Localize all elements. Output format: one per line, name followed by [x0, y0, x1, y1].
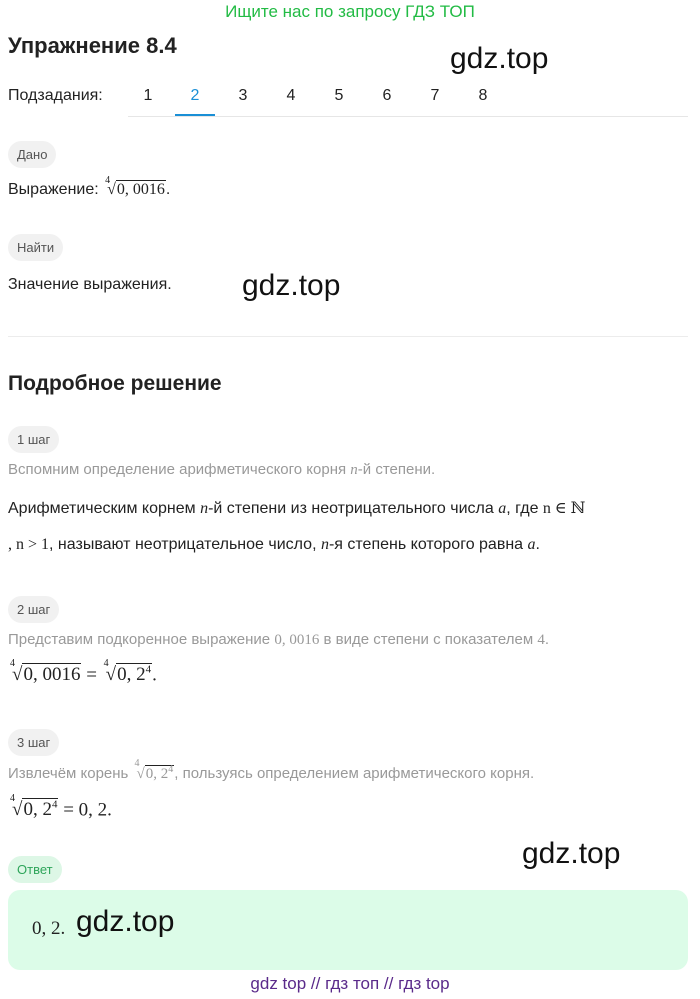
- hint-text: Представим подкоренное выражение: [8, 631, 271, 648]
- tab-5[interactable]: 5: [334, 87, 344, 104]
- step-1-pill: 1 шаг: [8, 426, 59, 453]
- exponent: 4: [145, 664, 152, 676]
- solution-title: Подробное решение: [8, 372, 222, 395]
- def-text: .: [535, 536, 540, 553]
- tab-7[interactable]: 7: [430, 87, 440, 104]
- radical: 4 √0, $2^4$: [10, 793, 58, 821]
- watermark: gdz.top: [522, 837, 621, 870]
- hint-num: 0, 0016: [274, 632, 320, 648]
- tab-6[interactable]: 6: [382, 87, 392, 104]
- subtask-tabs: [128, 76, 688, 117]
- given-pill: Дано: [8, 141, 56, 168]
- def-var: n: [200, 500, 209, 517]
- find-text: Значение выражения.: [8, 276, 172, 293]
- step-3-pill: 3 шаг: [8, 729, 59, 756]
- given-expression: [8, 175, 171, 199]
- step-3-hint: [8, 758, 535, 783]
- radical: 4 √0, 0016: [105, 175, 165, 198]
- equals-sign: =: [86, 664, 97, 686]
- step-2-pill: 2 шаг: [8, 596, 59, 623]
- def-text: , где: [506, 500, 539, 517]
- def-var: a: [527, 536, 536, 553]
- tab-2[interactable]: 2: [175, 76, 215, 116]
- def-var: n: [320, 536, 329, 553]
- tab-4[interactable]: 4: [286, 87, 296, 104]
- eq-end: .: [152, 664, 157, 686]
- tab-8[interactable]: 8: [478, 87, 488, 104]
- radicand: [116, 663, 152, 685]
- def-text: -й степени из неотрицательного числа: [208, 500, 494, 517]
- hint-text: .: [544, 631, 549, 648]
- radical: 4 √0, $2^4$: [103, 658, 152, 686]
- exponent: 4: [51, 799, 58, 811]
- page-title: Упражнение 8.4: [8, 33, 177, 58]
- radicand: 0, 0016: [23, 664, 81, 686]
- watermark: gdz.top: [76, 905, 175, 938]
- radical: 4 √0, $2^4$: [134, 758, 174, 782]
- radical: 4 √0, 0016: [10, 658, 81, 686]
- hint-text: в виде степени с показателем: [323, 631, 534, 648]
- def-cond: n ∈ ℕ: [542, 500, 586, 517]
- subtasks-label: Подзадания:: [8, 87, 103, 104]
- watermark: gdz.top: [450, 42, 549, 75]
- radicand: [22, 798, 58, 820]
- exponent: 4: [168, 764, 174, 775]
- hint-var: n: [350, 462, 358, 478]
- hint-text: , пользуясь определением арифметического корня.: [174, 765, 535, 782]
- step-2-hint: [8, 631, 549, 649]
- answer-value: 0, 2.: [32, 918, 66, 939]
- eq-result: = 0, 2.: [63, 799, 112, 821]
- radical-index: 4: [10, 658, 15, 670]
- answer-pill: Ответ: [8, 856, 62, 883]
- base: 0, 2: [117, 664, 146, 686]
- footer-links[interactable]: gdz top // гдз топ // гдз top: [250, 974, 450, 993]
- hint-text: Вспомним определение арифметического корня: [8, 461, 347, 478]
- def-text: Арифметическим корнем: [8, 500, 196, 517]
- step-1-definition-line2: [8, 536, 540, 554]
- radicand: 0, 0016: [116, 181, 165, 198]
- given-end: .: [165, 181, 171, 198]
- base: 0, 2: [145, 766, 169, 782]
- hint-text: -й степени.: [357, 461, 436, 478]
- hint-exp: 4: [537, 632, 545, 648]
- step-2-equation: [8, 658, 157, 686]
- find-pill: Найти: [8, 234, 63, 261]
- top-banner: Ищите нас по запросу ГДЗ ТОП: [225, 2, 475, 21]
- step-3-equation: [8, 793, 112, 821]
- tab-1[interactable]: 1: [143, 87, 153, 104]
- radical-index: 4: [103, 658, 109, 669]
- radicand: [145, 765, 175, 782]
- step-1-definition-line1: [8, 498, 693, 518]
- def-text: , называют неотрицательное число,: [49, 536, 317, 553]
- hint-text: Извлечём корень: [8, 765, 129, 782]
- divider: [8, 336, 688, 337]
- base: 0, 2: [23, 799, 52, 821]
- watermark: gdz.top: [242, 269, 341, 302]
- tab-3[interactable]: 3: [238, 87, 248, 104]
- def-text: -я степень которого равна: [328, 536, 524, 553]
- radical-index: 4: [105, 175, 111, 186]
- def-var: a: [498, 500, 507, 517]
- given-label: Выражение:: [8, 181, 99, 198]
- step-1-hint: [8, 461, 435, 479]
- radical-index: 4: [134, 758, 140, 769]
- def-cond: , n > 1: [8, 536, 50, 553]
- radical-index: 4: [10, 793, 15, 804]
